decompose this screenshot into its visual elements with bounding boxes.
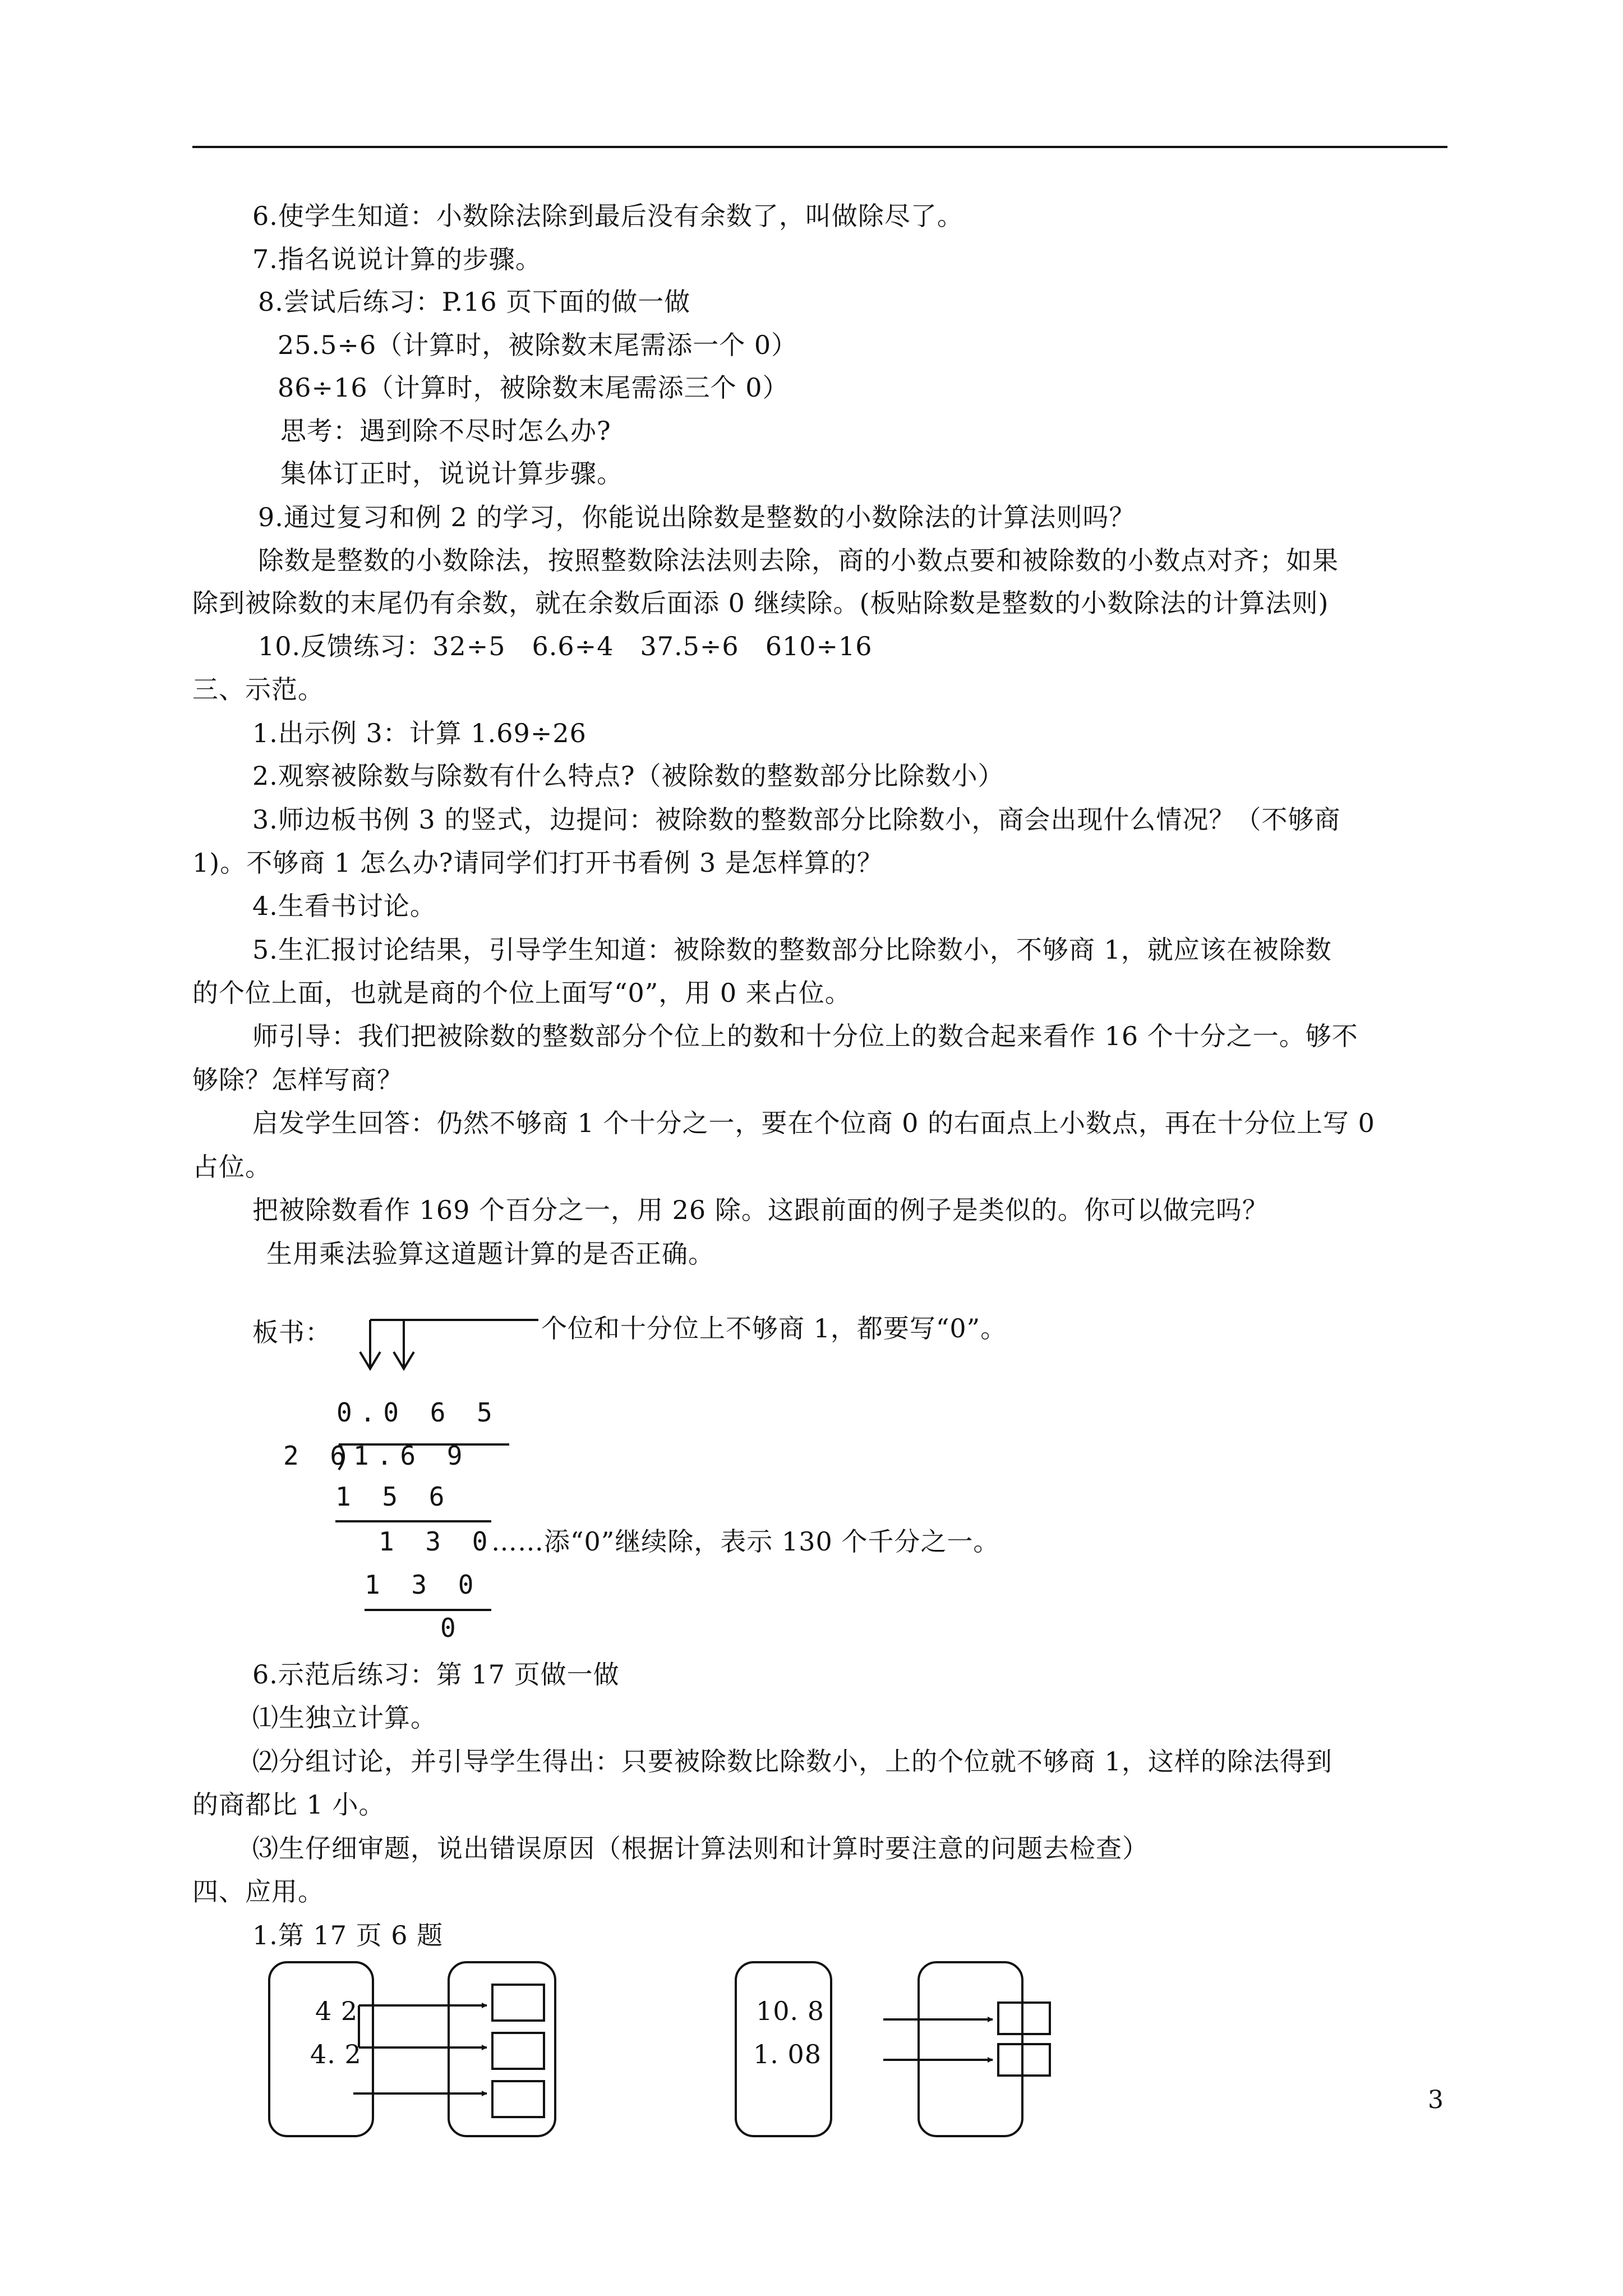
board-label: 板书： bbox=[252, 1317, 331, 1347]
text-line: 够除？怎样写商？ bbox=[192, 1065, 403, 1095]
division-remainder: 1 3 0 bbox=[379, 1526, 496, 1557]
section-heading: 四、应用。 bbox=[192, 1876, 324, 1907]
mapping-diagram-left bbox=[269, 1962, 555, 2136]
division-quotient: 0.0 6 5 bbox=[336, 1397, 500, 1428]
page-number: 3 bbox=[1428, 2086, 1444, 2114]
text-line: ⑶生仔细审题，说出错误原因（根据计算法则和计算时要注意的问题去检查） bbox=[252, 1833, 1149, 1864]
text-line: ⑴生独立计算。 bbox=[252, 1703, 437, 1733]
figure-right-value: 10. 8 bbox=[756, 1996, 825, 2026]
text-line: 10.反馈练习：32÷5 6.6÷4 37.5÷6 610÷16 bbox=[258, 631, 873, 661]
figure-right-value: 1. 08 bbox=[753, 2039, 822, 2069]
division-remainder-note: ……添“0”继续除，表示 130 个千分之一。 bbox=[491, 1526, 1000, 1557]
text-line: 8.尝试后练习：P.16 页下面的做一做 bbox=[258, 287, 691, 317]
text-line: 把被除数看作 169 个百分之一，用 26 除。这跟前面的例子是类似的。你可以做完吗？ bbox=[252, 1195, 1269, 1225]
text-line: 除数是整数的小数除法，按照整数除法法则去除，商的小数点要和被除数的小数点对齐；如果 bbox=[258, 545, 1339, 576]
text-line: 3.师边板书例 3 的竖式，边提问：被除数的整数部分比除数小，商会出现什么情况？（不够商 bbox=[252, 804, 1341, 835]
text-line: 生用乘法验算这道题计算的是否正确。 bbox=[266, 1239, 714, 1269]
figure-left-value: 4 2 bbox=[315, 1996, 358, 2026]
text-line: 25.5÷6（计算时，被除数末尾需添一个 0） bbox=[278, 330, 798, 360]
text-line: 1.第 17 页 6 题 bbox=[252, 1920, 444, 1950]
division-dividend: 1.6 9 bbox=[353, 1441, 471, 1471]
division-lines bbox=[335, 1444, 509, 1610]
text-line: 6.示范后练习：第 17 页做一做 bbox=[252, 1659, 620, 1690]
text-line: 1.出示例 3：计算 1.69÷26 bbox=[252, 718, 587, 748]
text-line: 9.通过复习和例 2 的学习，你能说出除数是整数的小数除法的计算法则吗？ bbox=[258, 502, 1136, 532]
section-heading: 三、示范。 bbox=[192, 674, 324, 705]
text-line: 4.生看书讨论。 bbox=[252, 891, 436, 921]
mapping-diagram-right bbox=[736, 1962, 1050, 2136]
text-line: 思考：遇到除不尽时怎么办? bbox=[280, 416, 611, 446]
text-line: 启发学生回答：仍然不够商 1 个十分之一，要在个位商 0 的右面点上小数点，再在十分位上写 0 bbox=[252, 1108, 1375, 1138]
figure-left-value: 4. 2 bbox=[310, 2039, 362, 2069]
text-line: 集体订正时，说说计算步骤。 bbox=[280, 458, 623, 489]
division-zero: 0 bbox=[440, 1613, 464, 1643]
division-step1: 1 5 6 bbox=[335, 1481, 453, 1512]
text-line: 占位。 bbox=[192, 1152, 271, 1182]
board-note: 个位和十分位上不够商 1，都要写“0”。 bbox=[541, 1313, 1007, 1343]
text-line: 除到被除数的末尾仍有余数，就在余数后面添 0 继续除。(板贴除数是整数的小数除法的计算法则) bbox=[192, 588, 1329, 618]
text-line: 的个位上面，也就是商的个位上面写“0”，用 0 来占位。 bbox=[192, 978, 851, 1008]
text-line: 1)。不够商 1 怎么办?请同学们打开书看例 3 是怎样算的？ bbox=[192, 848, 883, 878]
text-line: ⑵分组讨论，并引导学生得出：只要被除数比除数小，上的个位就不够商 1，这样的除法得到 bbox=[252, 1746, 1332, 1777]
text-line: 2.观察被除数与除数有什么特点?（被除数的整数部分比除数小） bbox=[252, 761, 1004, 791]
division-step2: 1 3 0 bbox=[365, 1570, 482, 1600]
text-line: 5.生汇报讨论结果，引导学生知道：被除数的整数部分比除数小，不够商 1，就应该在被除数 bbox=[252, 935, 1332, 965]
text-line: 6.使学生知道：小数除法除到最后没有余数了，叫做除尽了。 bbox=[252, 201, 963, 231]
text-line: 86÷16（计算时，被除数末尾需添三个 0） bbox=[278, 372, 789, 403]
text-line: 7.指名说说计算的步骤。 bbox=[252, 244, 542, 274]
text-line: 的商都比 1 小。 bbox=[192, 1789, 385, 1820]
board-arrows bbox=[360, 1320, 538, 1369]
division-divisor: 2 6 bbox=[283, 1441, 354, 1471]
text-line: 师引导：我们把被除数的整数部分个位上的数和十分位上的数合起来看作 16 个十分之一。够不 bbox=[252, 1021, 1358, 1051]
